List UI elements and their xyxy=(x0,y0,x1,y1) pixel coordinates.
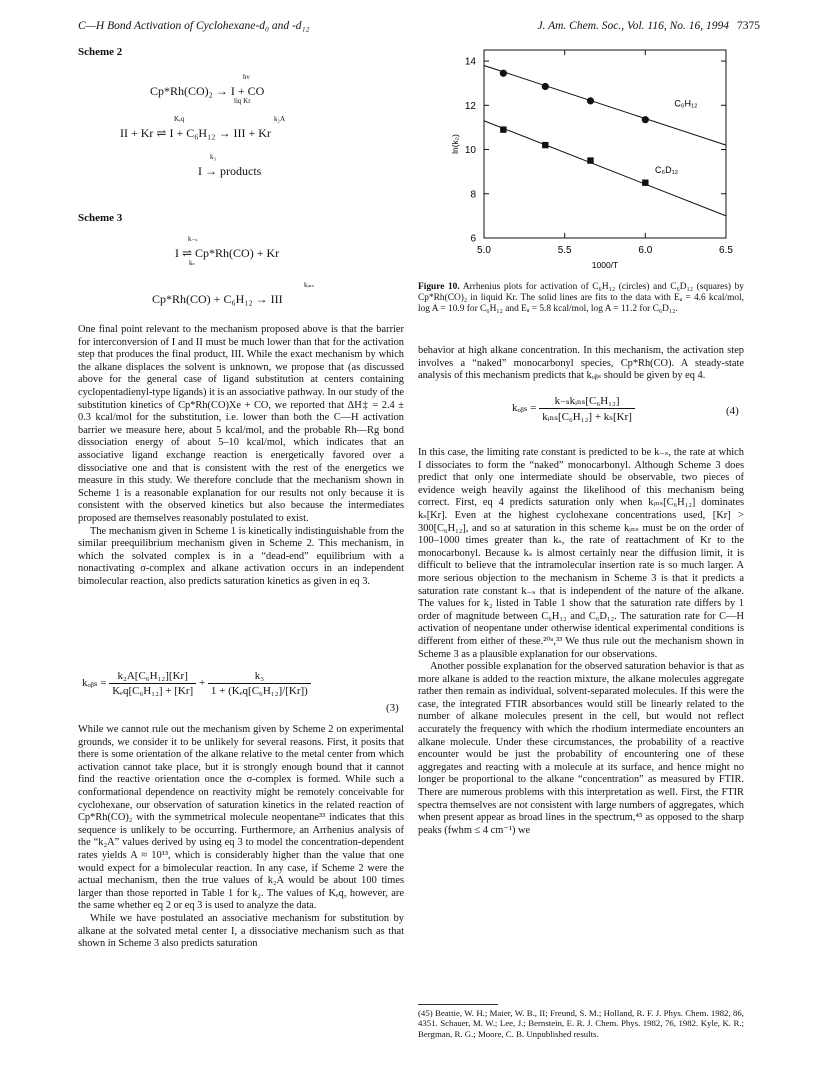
y-tick-label: 8 xyxy=(470,189,476,201)
y-tick-label: 14 xyxy=(464,56,476,68)
left-column-lower xyxy=(78,724,404,951)
eq3-number: (3) xyxy=(386,702,399,714)
right-column-upper xyxy=(418,345,744,383)
eq4-num: k₋ₛkᵢₙₛ[C₆H₁₂] xyxy=(539,394,635,409)
x-tick-label: 6.0 xyxy=(638,245,653,256)
eq3-den1: Kₑq[C₆H₁₂] + [Kr] xyxy=(112,685,194,697)
equation-4 xyxy=(512,394,635,423)
scheme2-line1-text: Cp*Rh(CO)₂ → I + CO xyxy=(150,84,265,98)
eq3-lhs: kₒᵦₛ = xyxy=(82,677,107,690)
scheme2-line1-above: hν xyxy=(243,73,250,81)
scheme2-title: Scheme 2 xyxy=(78,46,123,58)
journal-citation: J. Am. Chem. Soc., Vol. 116, No. 16, 1994 xyxy=(537,20,729,32)
footnote-45: (45) Beattie, W. H.; Maier, W. B., II; Freund, S. M.; Holland, R. F. J. Phys. Chem. 1982, 86, 4351. Schauer, M. W.; Lee, J.; Bernstein, E. R. J. Chem. Phys. 1982, 76, 1982. Kyle, K. R.; Bergman, R. G.; Moore, C. B. Unpublished results. xyxy=(418,1008,744,1039)
data-point-circle xyxy=(542,83,549,90)
scheme3-line1 xyxy=(175,235,280,267)
y-tick-label: 10 xyxy=(464,145,476,157)
equation-3 xyxy=(82,670,311,697)
y-tick-label: 12 xyxy=(464,100,476,112)
scheme3-title: Scheme 3 xyxy=(78,212,123,224)
scheme3-line2-kins: kᵢₙₛ xyxy=(304,281,315,289)
paragraph: behavior at high alkane concentration. In this mechanism, the activation step involves a “naked” monocarbonyl species, Cp*Rh(CO). A steady-state analysis of this mechanism predicts that kₒᵦₛ should be given by eq 4. xyxy=(418,345,744,382)
scheme2-line3-k3: k₃ xyxy=(210,153,216,161)
scheme2-line2-text: II + Kr ⇌ I + C₆H₁₂ → III + Kr xyxy=(120,126,271,140)
scheme2-line2-keq: Kₑq xyxy=(174,115,185,123)
data-point-circle xyxy=(642,116,649,123)
paragraph: While we cannot rule out the mechanism given by Scheme 2 on experimental grounds, we consider it to be unlikely for several reasons. First, it posits that there is some orientation of the alkane relative to the metal center from which activation cannot take place, but it is strongly enough bound that it cannot find the reactive orientation once the σ-complex is formed. While such a conformational dependence on reactivity might be remotely conceivable for cyclohexane, our observation of saturation kinetics in the related reaction of Cp*Rh(CO)₂ with the symmetrical molecule neopentane³³ indicates that this sequence is unlikely to be occurring. Furthermore, an Arrhenius analysis of the “k₂A” values derived by using eq 3 to model the concentration-dependent rates yields A ≈ 10¹³, which is considerably higher than the value that one would expect for a bimolecular reaction. In any case, if Scheme 2 were the actual mechanism, then the true values of k₂A would be about 100 times larger than those reported in Table 1 for k₂. The values of Kₑq, however, are the same whether eq 2 or eq 3 is used to analyze the data. xyxy=(78,724,404,912)
series-label-c6h12: C₆H₁₂ xyxy=(674,98,698,109)
running-header-title: C—H Bond Activation of Cyclohexane-d₀ and -d₁₂ xyxy=(78,20,310,32)
data-point-circle xyxy=(587,97,594,104)
figure-caption xyxy=(418,282,744,316)
data-point-square xyxy=(500,126,506,132)
left-column-upper xyxy=(78,324,404,588)
scheme3-line1-text: I ⇌ Cp*Rh(CO) + Kr xyxy=(175,246,280,260)
eq3-fraction-1 xyxy=(109,670,196,697)
eq4-fraction xyxy=(539,394,635,423)
scheme2-line1 xyxy=(150,73,265,105)
y-tick-label: 6 xyxy=(470,233,476,245)
fit-line-c6d12 xyxy=(484,121,726,216)
scheme3-line1-below: kₛ xyxy=(189,259,195,267)
arrhenius-chart xyxy=(418,42,754,274)
scheme3-line1-above: k₋ₛ xyxy=(188,235,198,243)
data-point-circle xyxy=(500,70,507,77)
plot-frame xyxy=(484,50,726,238)
eq4-lhs: kₒᵦₛ = xyxy=(512,402,537,415)
scheme2-line3-text: I → products xyxy=(198,164,262,178)
scheme2-line3 xyxy=(198,153,262,179)
paragraph: In this case, the limiting rate constant is predicted to be k₋ₛ, the rate at which I dissociates to form the “naked” monocarbonyl. Although Scheme 3 does predict that only one intermediate should be observable, two pieces of evidence weigh heavily against the likelihood of this mechanism being correct. First, eq 4 predicts saturation only when kᵢₙₛ[C₆H₁₂] dominates kₛ[Kr]. Even at the highest cyclohexane concentrations used, [Kr] > 300[C₆H₁₂], and so at saturation in this scheme kᵢₙₛ must be on the order of 100–1000 times greater than kₛ, the rate of reattachment of Kr to the monocarbonyl. Because kₛ is almost certainly near the diffusion limit, it is difficult to believe that the intramolecular insertion rate is so much larger. A more serious objection to the mechanism in Scheme 3 is that it predicts a saturation rate constant k₋ₛ that is independent of the nature of the alkane. The values for k₂ listed in Table 1 show that the saturation rate differs by 1 order of magnitude between C₆H₁₂ and C₆D₁₂. The saturation rate for C—H activation of neopentane under otherwise identical experimental conditions is different from either of these.²⁰ᵃ,³³ We thus rule out the mechanism shown in Scheme 3 as a plausible explanation for our observations. xyxy=(418,447,744,660)
scheme2-line2-k2a: k₂A xyxy=(274,115,285,123)
eq3-fraction-2 xyxy=(208,670,311,697)
eq4-den: kᵢₙₛ[C₆H₁₂] + kₛ[Kr] xyxy=(542,411,632,423)
eq4-number: (4) xyxy=(726,405,739,417)
x-tick-label: 5.0 xyxy=(477,245,491,256)
paragraph: The mechanism given in Scheme 1 is kinetically indistinguishable from the similar preequilibrium mechanism given in Scheme 2. This mechanism, in which the solvated complex is in a “dead-end” equilibrium with a nonactivating σ-complex and alkane activation occurs in an independent bimolecular reaction, also predicts saturation kinetics as given in eq 3. xyxy=(78,525,404,587)
paragraph: Another possible explanation for the observed saturation behavior is that as more alkane is added to the reaction mixture, the alkane molecules aggregate rather then remain as individual, solvent-separated molecules. If this were the case, the integrated FTIR absorbances would still be linearly related to the number of alkane molecules present in the cell, but would not reflect accurately the frequency with which the rhodium intermediate encounters an alkane molecule. Under these circumstances, the probability of a reactive encounter would be just the probability of encountering one of these aggregates and reacting with a molecule at its surface, and hence might no longer be proportional to the alkane “concentration” as measured by FTIR. There are numerous problems with this interpretation as well. First, the FTIR spectra themselves are not consistent with large numbers of aggregates, which when present appear as broad lines in the spectrum,⁴⁵ as opposed to the sharp peaks (fwhm ≤ 4 cm⁻¹) we xyxy=(418,661,744,836)
data-point-square xyxy=(542,142,548,148)
scheme3-line2-text: Cp*Rh(CO) + C₆H₁₂ → III xyxy=(152,292,283,306)
x-axis-label: 1000/T xyxy=(591,260,619,270)
right-column-lower xyxy=(418,447,744,837)
x-tick-label: 6.5 xyxy=(719,245,733,256)
x-tick-label: 5.5 xyxy=(557,245,572,256)
scheme3-line2 xyxy=(152,281,315,307)
data-point-square xyxy=(587,157,593,163)
series-label-c6d12: C₆D₁₂ xyxy=(655,164,679,175)
figure-caption-text: Arrhenius plots for activation of C₆H₁₂ (circles) and C₆D₁₂ (squares) by Cp*Rh(CO)₂ in liquid Kr. The solid lines are fits to the data with Eₐ = 4.6 kcal/mol, log A = 10.9 for C₆H₁₂ and Eₐ = 5.8 kcal/mol, log A = 11.2 for C₆D₁₂. xyxy=(418,282,744,315)
footnote-rule xyxy=(418,1004,498,1005)
scheme2-line2 xyxy=(120,115,285,141)
eq3-plus: + xyxy=(198,677,206,690)
running-header-journal xyxy=(537,20,760,32)
paragraph: One final point relevant to the mechanism proposed above is that the barrier for interconversion of I and II must be much lower than that for the activation step that produces the final product, III. While the exact mechanism by which the alkane displaces the solvent is unknown, we propose that (as discussed above for the general case of ligand substitution at centers containing cyclopentadienyl-type ligands) it is an associative pathway. In our study of the substitution kinetics of Cp*Rh(CO)Xe + CO, we reported that ΔH‡ = 2.4 ± 0.3 kcal/mol for the substitution, i.e. lower than both the C—H activation barrier we measure here, about 5 kcal/mol, and the probable Rh—Rg bond dissociation energy of about 5–10 kcal/mol, which indicates that an associative ligand exchange reaction is energetically favored over a dissociative one and that is consistent with the rest of the energetics we measure in this study. We therefore conclude that the mechanism shown in Scheme 1 is a reasonable explanation for our results not only because it is consistent with the observed kinetics but also because the intermediates proposed are themselves reasonably postulated to exist. xyxy=(78,324,404,524)
eq3-num2: k₃ xyxy=(208,670,311,684)
eq3-den2: 1 + (Kₑq[C₆H₁₂]/[Kr]) xyxy=(210,685,308,697)
data-point-square xyxy=(642,180,648,186)
eq3-num1: k₂A[C₆H₁₂][Kr] xyxy=(109,670,196,684)
y-axis-label: ln(k₂) xyxy=(450,134,460,154)
page-number: 7375 xyxy=(737,20,760,32)
paragraph: While we have postulated an associative mechanism for substitution by alkane at the solvated metal center I, a dissociative mechanism such as that shown in Scheme 3 also predicts saturation xyxy=(78,912,404,950)
scheme2-line1-below: liq Kr xyxy=(234,97,251,105)
figure-label: Figure 10. xyxy=(418,282,460,292)
